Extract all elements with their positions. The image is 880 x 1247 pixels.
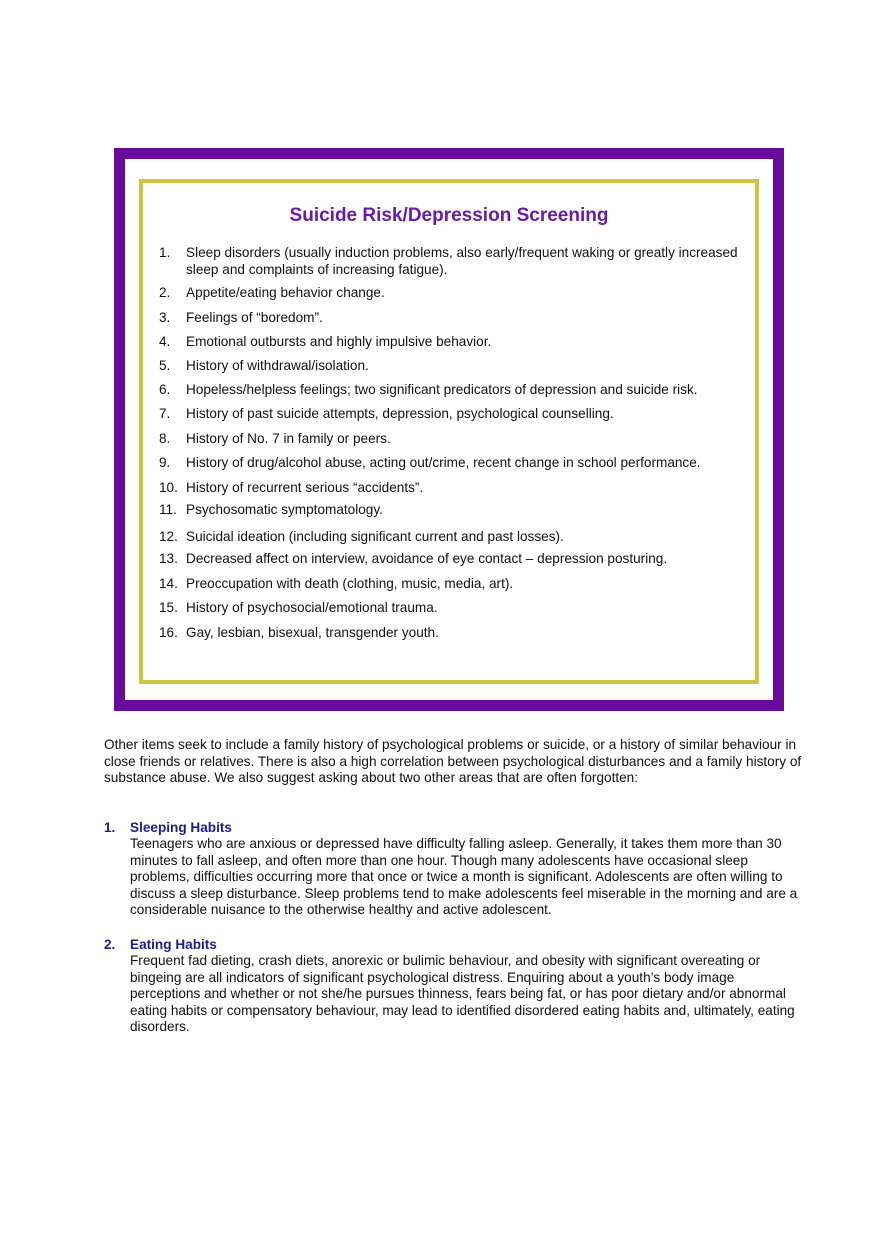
list-item: [159, 454, 739, 471]
section-eating-habits: [104, 936, 804, 1036]
item-number: 1.: [159, 245, 171, 260]
item-text: History of psychosocial/emotional trauma.: [186, 600, 438, 615]
item-number: 7.: [159, 406, 171, 421]
list-item: [159, 333, 739, 350]
item-number: 9.: [159, 455, 171, 470]
item-text: Psychosomatic symptomatology.: [186, 502, 383, 517]
item-text: History of withdrawal/isolation.: [186, 358, 369, 373]
intro-paragraph: Other items seek to include a family history of psychological problems or suicide, or a history of similar behaviour in close friends or relatives. There is also a high correlation between psychological disturbances and a family history of substance abuse. We also suggest asking about two other areas that are often forgotten:: [104, 737, 802, 785]
item-number: 2.: [159, 285, 171, 300]
item-text: Decreased affect on interview, avoidance of eye contact – depression posturing.: [186, 551, 668, 566]
item-text: History of No. 7 in family or peers.: [186, 431, 391, 446]
item-text: Appetite/eating behavior change.: [186, 285, 385, 300]
item-number: 8.: [159, 431, 171, 446]
section-heading: [104, 819, 804, 836]
screening-inner-frame: [139, 179, 759, 684]
item-number: 13.: [159, 551, 178, 566]
list-item: [159, 405, 739, 422]
item-text: Gay, lesbian, bisexual, transgender youth.: [186, 625, 439, 640]
section-sleeping-habits: [104, 819, 804, 919]
item-text: Sleep disorders (usually induction problems, also early/frequent waking or greatly increased sleep and complaints of increasing fatigue).: [186, 245, 738, 277]
list-item: [159, 381, 739, 398]
screening-outer-frame: [114, 148, 784, 711]
list-item: [159, 430, 739, 447]
item-text: Feelings of “boredom”.: [186, 310, 323, 325]
screening-title: Suicide Risk/Depression Screening: [289, 205, 609, 226]
list-item: [159, 550, 739, 567]
item-number: 15.: [159, 600, 178, 615]
list-item: [159, 284, 739, 301]
item-number: 6.: [159, 382, 171, 397]
item-text: History of recurrent serious “accidents”.: [186, 480, 424, 495]
section-number: 2.: [104, 937, 116, 952]
list-item: [159, 599, 739, 616]
item-text: History of drug/alcohol abuse, acting out/crime, recent change in school performance.: [186, 455, 701, 470]
item-number: 5.: [159, 358, 171, 373]
list-item: [159, 309, 739, 326]
list-item: [159, 244, 739, 278]
item-text: History of past suicide attempts, depression, psychological counselling.: [186, 406, 614, 421]
section-heading: [104, 936, 804, 953]
item-number: 10.: [159, 480, 178, 495]
section-body: Teenagers who are anxious or depressed have difficulty falling asleep. Generally, it takes them more than 30 minutes to fall asleep, and often more than one hour. Though many adolescents have occasional sleep problems, difficulties occurring more that once or twice a month is significant. Adolescents are often willing to discuss a sleep disturbance. Sleep problems tend to make adolescents feel miserable in the morning and are a considerable nuisance to the otherwise healthy and active adolescent.: [130, 836, 798, 918]
item-text: Emotional outbursts and highly impulsive behavior.: [186, 334, 492, 349]
list-item: [159, 528, 739, 545]
list-item: [159, 501, 739, 518]
item-number: 11.: [159, 502, 177, 517]
section-title: Eating Habits: [130, 937, 217, 952]
list-item: [159, 357, 739, 374]
item-text: Preoccupation with death (clothing, music, media, art).: [186, 576, 514, 591]
section-body: Frequent fad dieting, crash diets, anorexic or bulimic behaviour, and obesity with significant overeating or bingeing are all indicators of significant psychological distress. Enquiring about a youth’s body image perceptions and whether or not she/he pursues thinness, fears being fat, or has poor dietary and/or abnormal eating habits or compensatory behaviour, may lead to identified disordered eating habits and, ultimately, eating disorders.: [130, 953, 795, 1035]
item-number: 4.: [159, 334, 171, 349]
item-number: 12.: [159, 529, 178, 544]
item-number: 14.: [159, 576, 178, 591]
section-number: 1.: [104, 820, 116, 835]
list-item: [159, 575, 739, 592]
item-number: 16.: [159, 625, 178, 640]
item-text: Hopeless/helpless feelings; two significant predicators of depression and suicide risk.: [186, 382, 698, 397]
list-item: [159, 624, 739, 641]
item-number: 3.: [159, 310, 171, 325]
list-item: [159, 479, 739, 496]
item-text: Suicidal ideation (including significant current and past losses).: [186, 529, 564, 544]
section-title: Sleeping Habits: [130, 820, 232, 835]
